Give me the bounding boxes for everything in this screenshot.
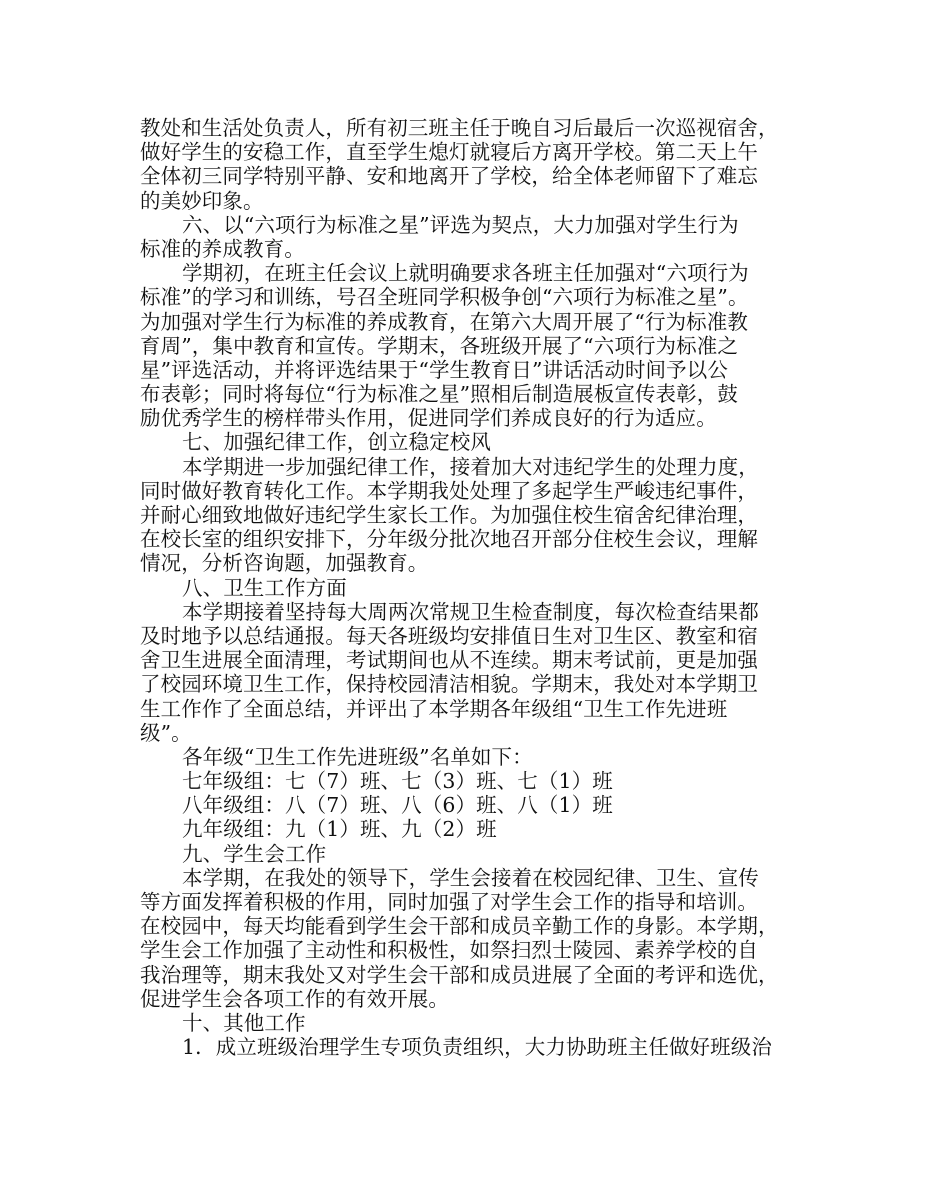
text-line: 在校园中，每天均能看到学生会干部和成员辛勤工作的身影。本学期， [140, 914, 779, 939]
text-line: 做好学生的安稳工作，直至学生熄灯就寝后方离开学校。第二天上午 [140, 140, 758, 165]
text-line: 励优秀学生的榜样带头作用，促进同学们养成良好的行为适应。 [140, 406, 717, 431]
text-line: 级”。 [140, 720, 192, 745]
text-line: 并耐心细致地做好违纪学生家长工作。为加强住校生宿舍纪律治理， [140, 503, 758, 527]
text-line: 了校园环境卫生工作，保持校园清洁相貌。学期末，我处对本学期卫 [140, 672, 758, 697]
text-line: 的美妙印象。 [140, 188, 264, 213]
text-line: 全体初三同学特别平静、安和地离开了学校，给全体老师留下了难忘 [140, 164, 758, 189]
text-line: 及时地予以总结通报。每天各班级均安排值日生对卫生区、教室和宿 [140, 623, 758, 648]
text-line: 布表彰；同时将每位“行为标准之星”照相后制造展板宣传表彰，鼓 [140, 382, 738, 407]
text-line: 教处和生活处负责人，所有初三班主任于晚自习后最后一次巡视宿舍， [140, 116, 779, 140]
text-line: 九年级组：九（1）班、九（2）班 [182, 817, 497, 842]
text-line: 星”评选活动，并将评选结果于“学生教育日”讲话活动时间予以公 [140, 357, 728, 382]
text-line: 学生会工作加强了主动性和积极性，如祭扫烈士陵园、素养学校的自 [140, 938, 758, 963]
text-line: 我治理等，期末我处又对学生会干部和成员进展了全面的考评和选优， [140, 962, 779, 987]
text-line: 在校长室的组织安排下，分年级分批次地召开部分住校生会议，理解 [140, 527, 758, 552]
text-line: 本学期，在我处的领导下，学生会接着在校园纪律、卫生、宣传 [182, 865, 759, 890]
text-line: 舍卫生进展全面清理，考试期间也从不连续。期末考试前，更是加强 [140, 648, 758, 673]
text-line: 八年级组：八（7）班、八（6）班、八（1）班 [182, 793, 613, 818]
text-line: 本学期进一步加强纪律工作，接着加大对违纪学生的处理力度， [182, 454, 759, 479]
text-line: 为加强对学生行为标准的养成教育，在第六大周开展了“行为标准教 [140, 309, 748, 334]
text-line: 等方面发挥着积极的作用，同时加强了对学生会工作的指导和培训。 [140, 890, 758, 914]
text-line: 标准的养成教育。 [140, 236, 305, 261]
text-line: 1．成立班级治理学生专项负责组织，大力协助班主任做好班级治 [182, 1035, 772, 1060]
text-line: 标准”的学习和训练，号召全班同学积极争创“六项行为标准之星”。 [140, 285, 749, 310]
text-line: 九、学生会工作 [182, 841, 327, 866]
text-line: 学期初，在班主任会议上就明确要求各班主任加强对“六项行为 [182, 261, 749, 286]
text-line: 各年级“卫生工作先进班级”名单如下： [182, 744, 533, 769]
text-line: 六、以“六项行为标准之星”评选为契点，大力加强对学生行为 [182, 212, 739, 237]
text-line: 十、其他工作 [182, 1010, 306, 1035]
text-line: 七年级组：七（7）班、七（3）班、七（1）班 [182, 769, 613, 794]
text-line: 本学期接着坚持每大周两次常规卫生检查制度，每次检查结果都 [182, 599, 759, 624]
document-body [140, 116, 816, 1059]
text-line: 育周”，集中教育和宣传。学期末，各班级开展了“六项行为标准之 [140, 333, 738, 358]
text-line: 同时做好教育转化工作。本学期我处处理了多起学生严峻违纪事件， [140, 478, 758, 503]
text-line: 促进学生会各项工作的有效开展。 [140, 986, 449, 1011]
text-line: 生工作作了全面总结，并评出了本学期各年级组“卫生工作先进班 [140, 696, 728, 721]
text-line: 情况，分析咨询题，加强教育。 [140, 551, 429, 576]
text-line: 八、卫生工作方面 [182, 575, 347, 600]
text-line: 七、加强纪律工作，创立稳定校风 [182, 430, 491, 455]
